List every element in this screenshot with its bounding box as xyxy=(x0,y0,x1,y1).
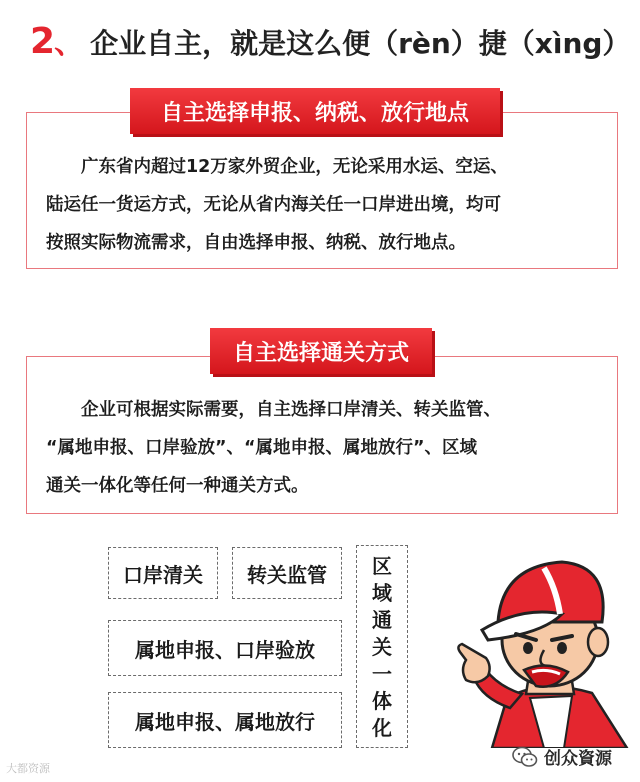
heading-number-dot: 、 xyxy=(54,26,85,61)
wechat-icon xyxy=(512,746,538,768)
heading-number: 2 xyxy=(30,21,55,62)
mascot-illustration xyxy=(452,548,632,748)
section1-line: 陆运任一货运方式，无论从省内海关任一口岸进出境，均可 xyxy=(46,195,501,215)
mode-local-declare-port-release: 属地申报、口岸验放 xyxy=(108,620,342,676)
regional-char: 通 xyxy=(372,607,392,632)
section2-paragraph xyxy=(46,391,606,505)
mode-transit-supervision: 转关监管 xyxy=(232,547,342,599)
regional-char: 化 xyxy=(372,715,392,740)
regional-char: 区 xyxy=(372,553,392,578)
mode-port-clearance: 口岸清关 xyxy=(108,547,218,599)
mode-regional-integration xyxy=(356,545,408,748)
section2-label: 自主选择通关方式 xyxy=(210,328,432,374)
watermark-left: 大都资源 xyxy=(6,762,50,775)
section1-line: 广东省内超过12万家外贸企业，无论采用水运、空运、 xyxy=(46,157,508,177)
page-heading xyxy=(30,18,630,62)
section1-paragraph xyxy=(46,148,606,262)
regional-char: 关 xyxy=(372,634,392,659)
mode-local-declare-local-release: 属地申报、属地放行 xyxy=(108,692,342,748)
section1-line: 按照实际物流需求，自由选择申报、纳税、放行地点。 xyxy=(46,233,466,253)
watermark-right-text: 创众資源 xyxy=(544,749,612,769)
regional-char: 体 xyxy=(372,688,392,713)
section1-label: 自主选择申报、纳税、放行地点 xyxy=(130,88,500,134)
regional-char: 域 xyxy=(372,580,392,605)
regional-char: 一 xyxy=(372,661,392,686)
section2-line: 通关一体化等任何一种通关方式。 xyxy=(46,476,309,496)
watermark-right xyxy=(512,744,612,769)
heading-text: 企业自主，就是这么便（rèn）捷（xìng） xyxy=(90,27,631,60)
section2-line: 企业可根据实际需要，自主选择口岸清关、转关监管、 xyxy=(46,400,501,420)
section2-line: “属地申报、口岸验放”、“属地申报、属地放行”、区域 xyxy=(46,438,478,458)
